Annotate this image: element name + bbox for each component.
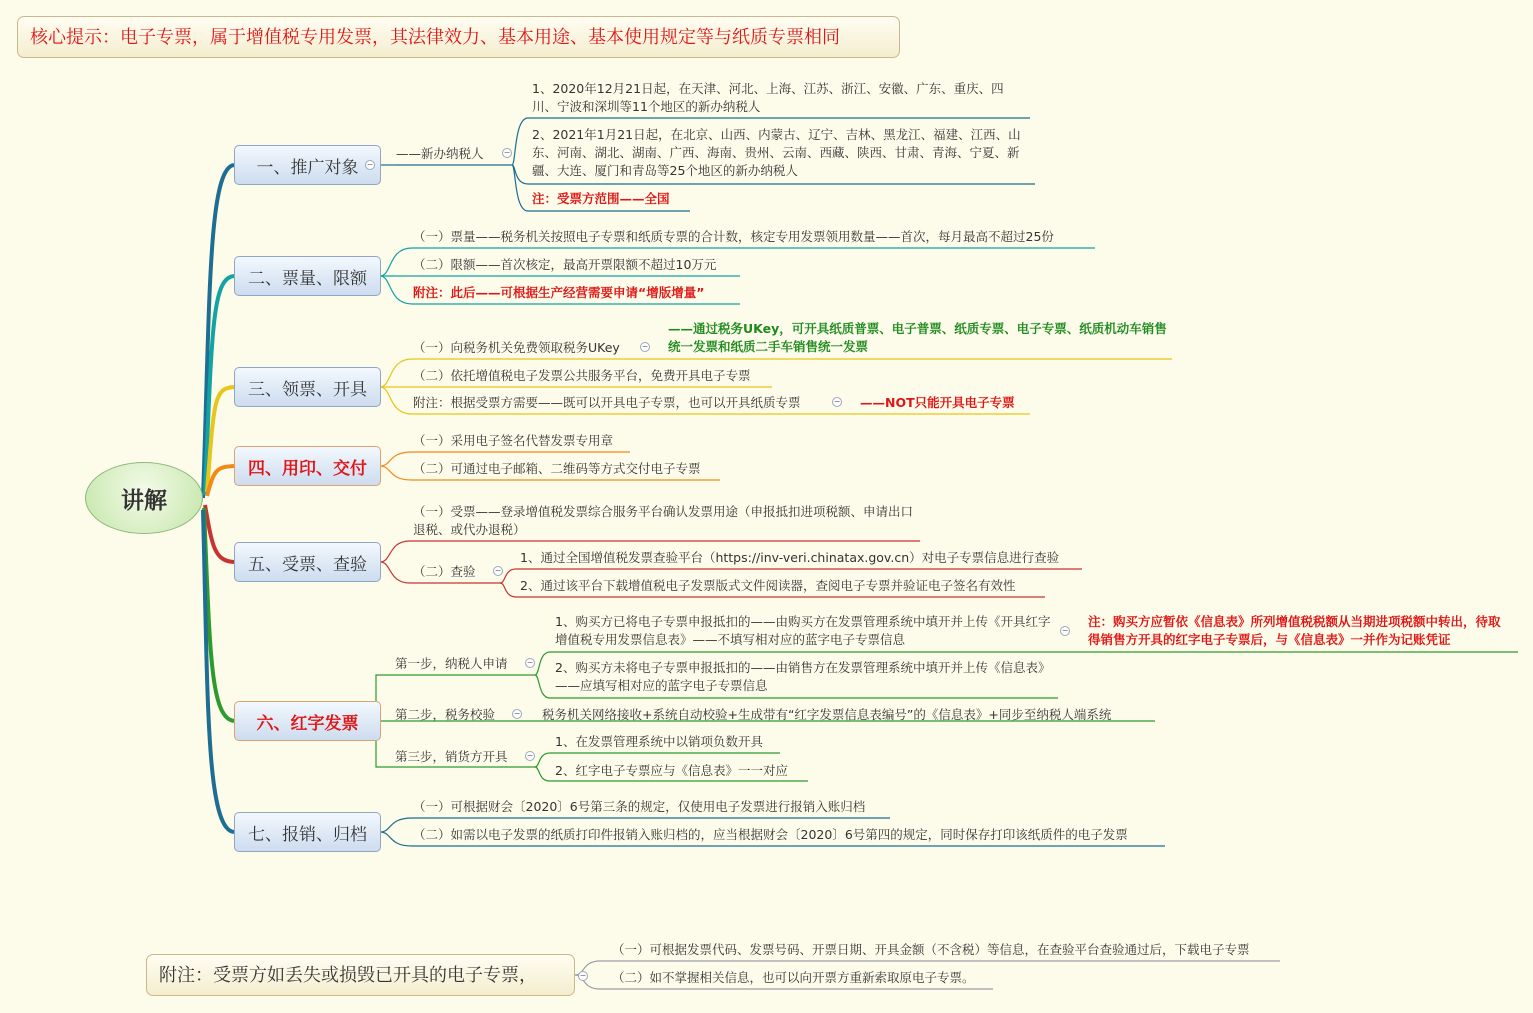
central-topic-label: 讲解: [121, 487, 167, 514]
b1-item-1[interactable]: 1、2020年12月21日起，在天津、河北、上海、江苏、浙江、安徽、广东、重庆、四川、宁波和深圳等11个地区的新办纳税人: [532, 81, 1004, 114]
minus-circle-icon[interactable]: −: [513, 709, 521, 718]
b3-item-1[interactable]: （一）向税务机关免费领取税务UKey: [413, 340, 620, 355]
b6-step-3a[interactable]: 1、在发票管理系统中以销项负数开具: [555, 734, 763, 749]
b4-item-2[interactable]: （二）可通过电子邮箱、二维码等方式交付电子专票: [413, 461, 701, 476]
branch-line-4: [207, 466, 234, 496]
b5-item-1[interactable]: （一）受票——登录增值税发票综合服务平台确认发票用途（申报抵扣进项税额、申请出口退税、或代办退税）: [413, 504, 914, 537]
footer-note-title: 附注：受票方如丢失或损毁已开具的电子专票，: [159, 965, 537, 986]
b2-item-2[interactable]: （二）限额——首次核定，最高开票限额不超过10万元: [413, 257, 717, 272]
b1-note[interactable]: 注：受票方范围——全国: [532, 191, 670, 206]
minus-circle-icon[interactable]: −: [526, 751, 534, 760]
core-tip-text: 核心提示：电子专票，属于增值税专用发票，其法律效力、基本用途、基本使用规定等与纸质专票相同: [30, 27, 840, 48]
b3-item-3-note[interactable]: ——NOT只能开具电子专票: [860, 395, 1015, 410]
b6-step-3[interactable]: 第三步，销货方开具: [395, 749, 508, 764]
new-taxpayer-label[interactable]: ——新办纳税人: [396, 146, 484, 161]
branch-line-7: [203, 510, 234, 832]
topic-label: 三、领票、开具: [248, 379, 367, 400]
minus-circle-icon[interactable]: −: [833, 397, 841, 406]
topic-label: 一、推广对象: [256, 157, 359, 178]
b4-item-1[interactable]: （一）采用电子签名代替发票专用章: [413, 433, 614, 448]
topic-reimburse-archive[interactable]: [234, 812, 381, 852]
branch-line-3: [207, 387, 234, 492]
b5-check-2[interactable]: 2、通过该平台下载增值税电子发票版式文件阅读器，查阅电子专票并验证电子签名有效性: [520, 578, 1016, 593]
b6-step-2a[interactable]: 税务机关网络接收+系统自动校验+生成带有“红字发票信息表编号”的《信息表》+同步至纳税人端系统: [542, 707, 1112, 722]
footer-item-2[interactable]: （二）如不掌握相关信息，也可以向开票方重新索取原电子专票。: [612, 970, 975, 985]
b5-check-1[interactable]: 1、通过全国增值税发票查验平台（https://inv-veri.chinatax.gov.cn）对电子专票信息进行查验: [520, 550, 1060, 565]
topic-label: 七、报销、归档: [248, 824, 367, 845]
minus-circle-icon[interactable]: −: [366, 160, 374, 169]
topic-label: 二、票量、限额: [248, 268, 367, 289]
b3-item-2[interactable]: （二）依托增值税电子发票公共服务平台，免费开具电子专票: [413, 368, 751, 383]
b5-item-2[interactable]: （二）查验: [413, 564, 476, 579]
topic-receive-verify[interactable]: [234, 542, 381, 582]
minus-circle-icon[interactable]: −: [526, 658, 534, 667]
b3-item-3[interactable]: 附注：根据受票方需要——既可以开具电子专票，也可以开具纸质专票: [413, 395, 801, 410]
b2-note[interactable]: 附注：此后——可根据生产经营需要申请“增版增量”: [413, 285, 705, 300]
footer-note-box[interactable]: [146, 954, 575, 996]
minus-circle-icon[interactable]: −: [503, 148, 511, 157]
topic-red-invoice[interactable]: [234, 701, 381, 741]
b2-item-1[interactable]: （一）票量——税务机关按照电子专票和纸质专票的合计数，核定专用发票领用数量——首次，每月最高不超过25份: [413, 229, 1054, 244]
b6-step-1b[interactable]: 2、购买方未将电子专票申报抵扣的——由销售方在发票管理系统中填开并上传《信息表》——应填写相对应的蓝字电子专票信息: [555, 660, 1051, 693]
topic-seal-delivery[interactable]: [234, 446, 381, 486]
b1-item-2[interactable]: 2、2021年1月21日起，在北京、山西、内蒙古、辽宁、吉林、黑龙江、福建、江西、山东、河南、湖北、湖南、广西、海南、贵州、云南、西藏、陕西、甘肃、青海、宁夏、新疆、大连、厦门和青岛等25个地区的新办纳税人: [532, 127, 1021, 178]
minus-circle-icon[interactable]: −: [494, 566, 502, 575]
branch-line-6: [204, 508, 234, 721]
b6-step-3b[interactable]: 2、红字电子专票应与《信息表》一一对应: [555, 763, 788, 778]
topic-label: 四、用印、交付: [248, 458, 367, 479]
b6-step-1a-note[interactable]: 注：购买方应暂依《信息表》所列增值税税额从当期进项税额中转出，待取得销售方开具的红字电子专票后，与《信息表》一并作为记账凭证: [1088, 614, 1501, 647]
minus-circle-icon[interactable]: −: [1061, 626, 1069, 635]
minus-circle-icon[interactable]: −: [579, 971, 587, 980]
branch-line-1: [203, 165, 234, 498]
b3-item-1-note[interactable]: ——通过税务UKey，可开具纸质普票、电子普票、纸质专票、电子专票、纸质机动车销售统一发票和纸质二手车销售统一发票: [668, 321, 1167, 354]
topic-promotion-targets[interactable]: [234, 145, 381, 185]
b6-step-2[interactable]: 第二步，税务校验: [395, 707, 496, 722]
footer-item-1[interactable]: （一）可根据发票代码、发票号码、开票日期、开具金额（不含税）等信息，在查验平台查验通过后，下载电子专票: [612, 942, 1250, 957]
topic-label: 六、红字发票: [256, 713, 359, 734]
b6-step-1[interactable]: 第一步，纳税人申请: [395, 656, 508, 671]
b6-step-1a[interactable]: 1、购买方已将电子专票申报抵扣的——由购买方在发票管理系统中填开并上传《开具红字增值税专用发票信息表》——不填写相对应的蓝字电子专票信息: [555, 614, 1051, 647]
b7-item-1[interactable]: （一）可根据财会〔2020〕6号第三条的规定，仅使用电子发票进行报销入账归档: [413, 799, 866, 814]
topic-receive-issue[interactable]: [234, 367, 381, 407]
branch-line-2: [205, 276, 234, 495]
topic-quantity-limit[interactable]: [234, 256, 381, 296]
b7-item-2[interactable]: （二）如需以电子发票的纸质打印件报销入账归档的，应当根据财会〔2020〕6号第四的规定，同时保存打印该纸质件的电子发票: [413, 827, 1128, 842]
branch-line-5: [205, 505, 234, 562]
topic-label: 五、受票、查验: [248, 554, 367, 575]
minus-circle-icon[interactable]: −: [641, 342, 649, 351]
core-tip-banner: [17, 16, 900, 58]
central-topic[interactable]: [85, 462, 203, 534]
